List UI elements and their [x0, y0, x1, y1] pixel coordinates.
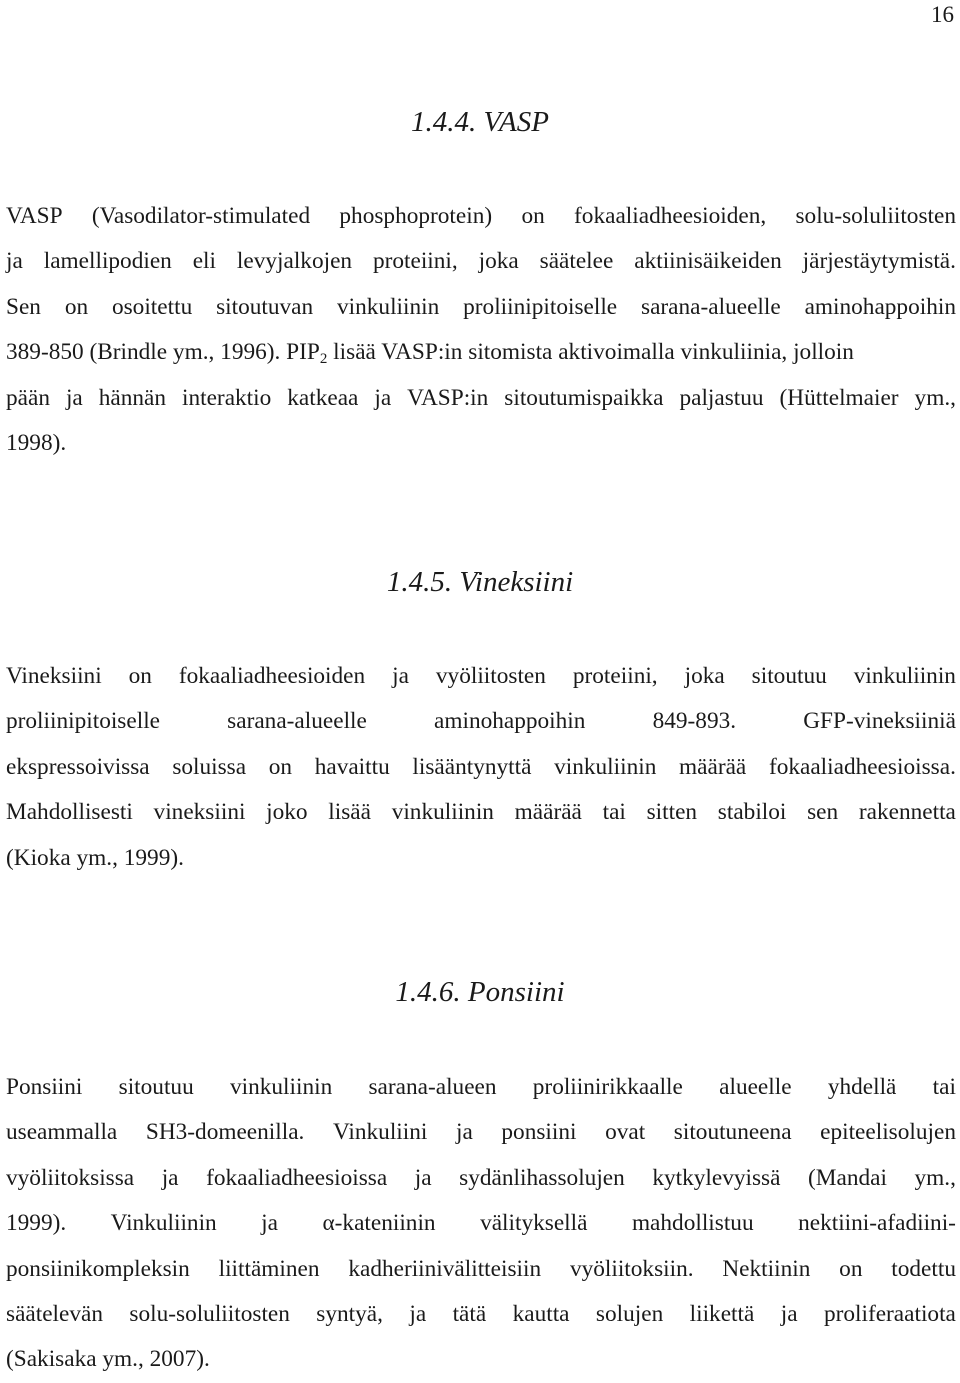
word: ja — [780, 1301, 798, 1328]
word: pään — [6, 384, 50, 411]
word: proteiini, — [572, 663, 658, 689]
word: sen — [807, 799, 839, 826]
word: useammalla — [6, 1119, 118, 1146]
word: joka — [684, 663, 725, 689]
word: vyöliitosten — [435, 663, 546, 689]
word: vinkuliinin — [391, 799, 494, 826]
word: havaittu — [314, 753, 390, 780]
word: fokaaliadheesioiden, — [574, 203, 767, 229]
word: levyjalkojen — [236, 248, 353, 275]
word: ja — [455, 1119, 473, 1146]
word: liittäminen — [218, 1255, 320, 1282]
word: sitoutuu — [118, 1074, 194, 1100]
word: proliferaatiota — [823, 1301, 956, 1328]
text-line — [6, 239, 956, 284]
word: eli — [192, 248, 217, 275]
word: sitoutuneena — [673, 1119, 792, 1146]
word: ja — [392, 663, 409, 689]
word: ponsiinikompleksin — [6, 1255, 190, 1282]
word: sitten — [646, 799, 698, 826]
word: Vineksiini — [6, 663, 102, 689]
word: joka — [478, 248, 519, 275]
word: on — [64, 293, 89, 320]
word: lisää — [328, 799, 371, 826]
word: 849-893. — [652, 708, 737, 735]
text-segment: lisää VASP:in sitomista aktivoimalla vinkuliinia, jolloin — [327, 339, 854, 366]
word: kautta — [512, 1301, 570, 1328]
text-line — [6, 745, 956, 790]
word: ekspressoivissa — [6, 753, 150, 780]
word: on — [839, 1255, 863, 1282]
word: hännän — [98, 384, 167, 411]
word: on — [521, 203, 545, 229]
word: kadheriinivälitteisiin — [348, 1255, 542, 1282]
word: on — [268, 753, 293, 780]
word: todettu — [891, 1255, 956, 1282]
paragraph-vasp — [6, 194, 956, 466]
word: paljastuu — [679, 384, 764, 411]
word: ym., — [914, 1164, 956, 1191]
word: ponsiini — [501, 1119, 577, 1146]
word: välityksellä — [480, 1210, 588, 1237]
word: proliinipitoiselle — [463, 293, 618, 320]
word: vyöliitoksissa — [6, 1164, 135, 1191]
word: aminohappoihin — [804, 293, 956, 320]
word: katkeaa — [287, 384, 359, 411]
text-line — [6, 1292, 956, 1337]
word: ja — [374, 384, 392, 411]
word: joko — [266, 799, 308, 826]
word: Ponsiini — [6, 1074, 83, 1100]
word: Sen — [6, 293, 41, 320]
section-heading-vasp: 1.4.4. VASP — [411, 106, 549, 138]
word: liikettä — [689, 1301, 755, 1328]
word: α-kateniinin — [322, 1210, 436, 1237]
text-line — [6, 1156, 956, 1201]
word: Vinkuliinin — [110, 1210, 217, 1237]
word: nektiini-afadiini- — [798, 1210, 956, 1237]
subscript: 2 — [319, 351, 328, 368]
word: (Mandai — [808, 1164, 887, 1191]
section-heading-ponsiini: 1.4.6. Ponsiini — [395, 976, 565, 1008]
word: on — [128, 663, 152, 689]
paragraph-vineksiini — [6, 654, 956, 881]
word: solu-soluliitosten — [129, 1301, 290, 1328]
word: VASP — [6, 203, 63, 229]
text-line — [6, 1247, 956, 1292]
word: vinkuliinin — [554, 753, 657, 780]
word: sarana-alueen — [368, 1074, 497, 1100]
word: alueelle — [719, 1074, 792, 1100]
text-line — [6, 790, 956, 835]
text-line — [6, 330, 956, 375]
word: ja — [409, 1301, 427, 1328]
section-heading-vineksiini: 1.4.5. Vineksiini — [386, 566, 574, 598]
word: vyöliitoksiin. — [569, 1255, 694, 1282]
word: phosphoprotein) — [339, 203, 493, 229]
word: fokaaliadheesioiden — [178, 663, 366, 689]
word: sydänlihassolujen — [459, 1164, 625, 1191]
word: (Hüttelmaier — [779, 384, 899, 411]
word: Nektiinin — [722, 1255, 811, 1282]
word: sitoutuvan — [216, 293, 314, 320]
word: ja — [161, 1164, 179, 1191]
word: aktiinisäikeiden — [634, 248, 782, 275]
word: säätelee — [539, 248, 614, 275]
word: vineksiini — [153, 799, 246, 826]
word: sitoutuu — [751, 663, 827, 689]
word: osoitettu — [111, 293, 193, 320]
word: solujen — [595, 1301, 664, 1328]
word: rakennetta — [858, 799, 956, 826]
text-line — [6, 376, 956, 421]
text-line — [6, 285, 956, 330]
page-number: 16 — [931, 2, 954, 27]
word: syntyä, — [316, 1301, 383, 1328]
word: stabiloi — [717, 799, 787, 826]
word: ja — [261, 1210, 278, 1237]
word: proliinirikkaalle — [532, 1074, 683, 1100]
word: soluissa — [172, 753, 247, 780]
text-line — [6, 699, 956, 744]
word: VASP:in — [407, 384, 489, 411]
word: fokaaliadheesioissa — [206, 1164, 388, 1191]
word: tai — [932, 1074, 956, 1100]
word: SH3-domeenilla. — [145, 1119, 305, 1146]
word: sarana-alueelle — [641, 293, 781, 320]
word: lamellipodien — [43, 248, 172, 275]
text-line: (Kioka ym., 1999). — [6, 844, 184, 871]
word: tätä — [452, 1301, 487, 1328]
word: Vinkuliini — [332, 1119, 428, 1146]
word: mahdollistuu — [631, 1210, 754, 1237]
word: vinkuliinin — [337, 293, 440, 320]
word: 1999). — [6, 1210, 67, 1237]
word: ja — [65, 384, 83, 411]
word: proteiini, — [372, 248, 458, 275]
word: aminohappoihin — [434, 708, 586, 735]
word: sarana-alueelle — [227, 708, 367, 735]
word: ja — [414, 1164, 432, 1191]
word: lisääntynyttä — [412, 753, 532, 780]
word: vinkuliinin — [229, 1074, 333, 1100]
word: GFP-vineksiiniä — [803, 708, 956, 735]
word: interaktio — [182, 384, 272, 411]
word: säätelevän — [6, 1301, 104, 1328]
word: järjestäytymistä. — [802, 248, 956, 275]
text-segment: 389-850 (Brindle ym., 1996). PIP — [6, 339, 320, 366]
text-line — [6, 1201, 956, 1246]
text-line — [6, 194, 956, 239]
word: vinkuliinin — [853, 663, 956, 689]
word: proliinipitoiselle — [6, 708, 161, 735]
word: kytkylevyissä — [652, 1164, 781, 1191]
word: (Vasodilator-stimulated — [91, 203, 311, 229]
word: ovat — [605, 1119, 646, 1146]
word: määrää — [679, 753, 747, 780]
text-line — [6, 1065, 956, 1110]
word: ym., — [914, 384, 956, 411]
word: solu-soluliitosten — [795, 203, 956, 229]
word: määrää — [514, 799, 582, 826]
text-line — [6, 1110, 956, 1155]
word: yhdellä — [827, 1074, 897, 1100]
word: ja — [6, 248, 23, 275]
paragraph-ponsiini — [6, 1065, 956, 1383]
word: fokaaliadheesioissa. — [768, 753, 956, 780]
word: Mahdollisesti — [6, 799, 133, 826]
text-line: (Sakisaka ym., 2007). — [6, 1346, 210, 1373]
word: sitoutumispaikka — [504, 384, 664, 411]
word: epiteelisolujen — [820, 1119, 956, 1146]
word: tai — [602, 799, 626, 826]
text-line: 1998). — [6, 430, 67, 457]
text-line — [6, 654, 956, 699]
